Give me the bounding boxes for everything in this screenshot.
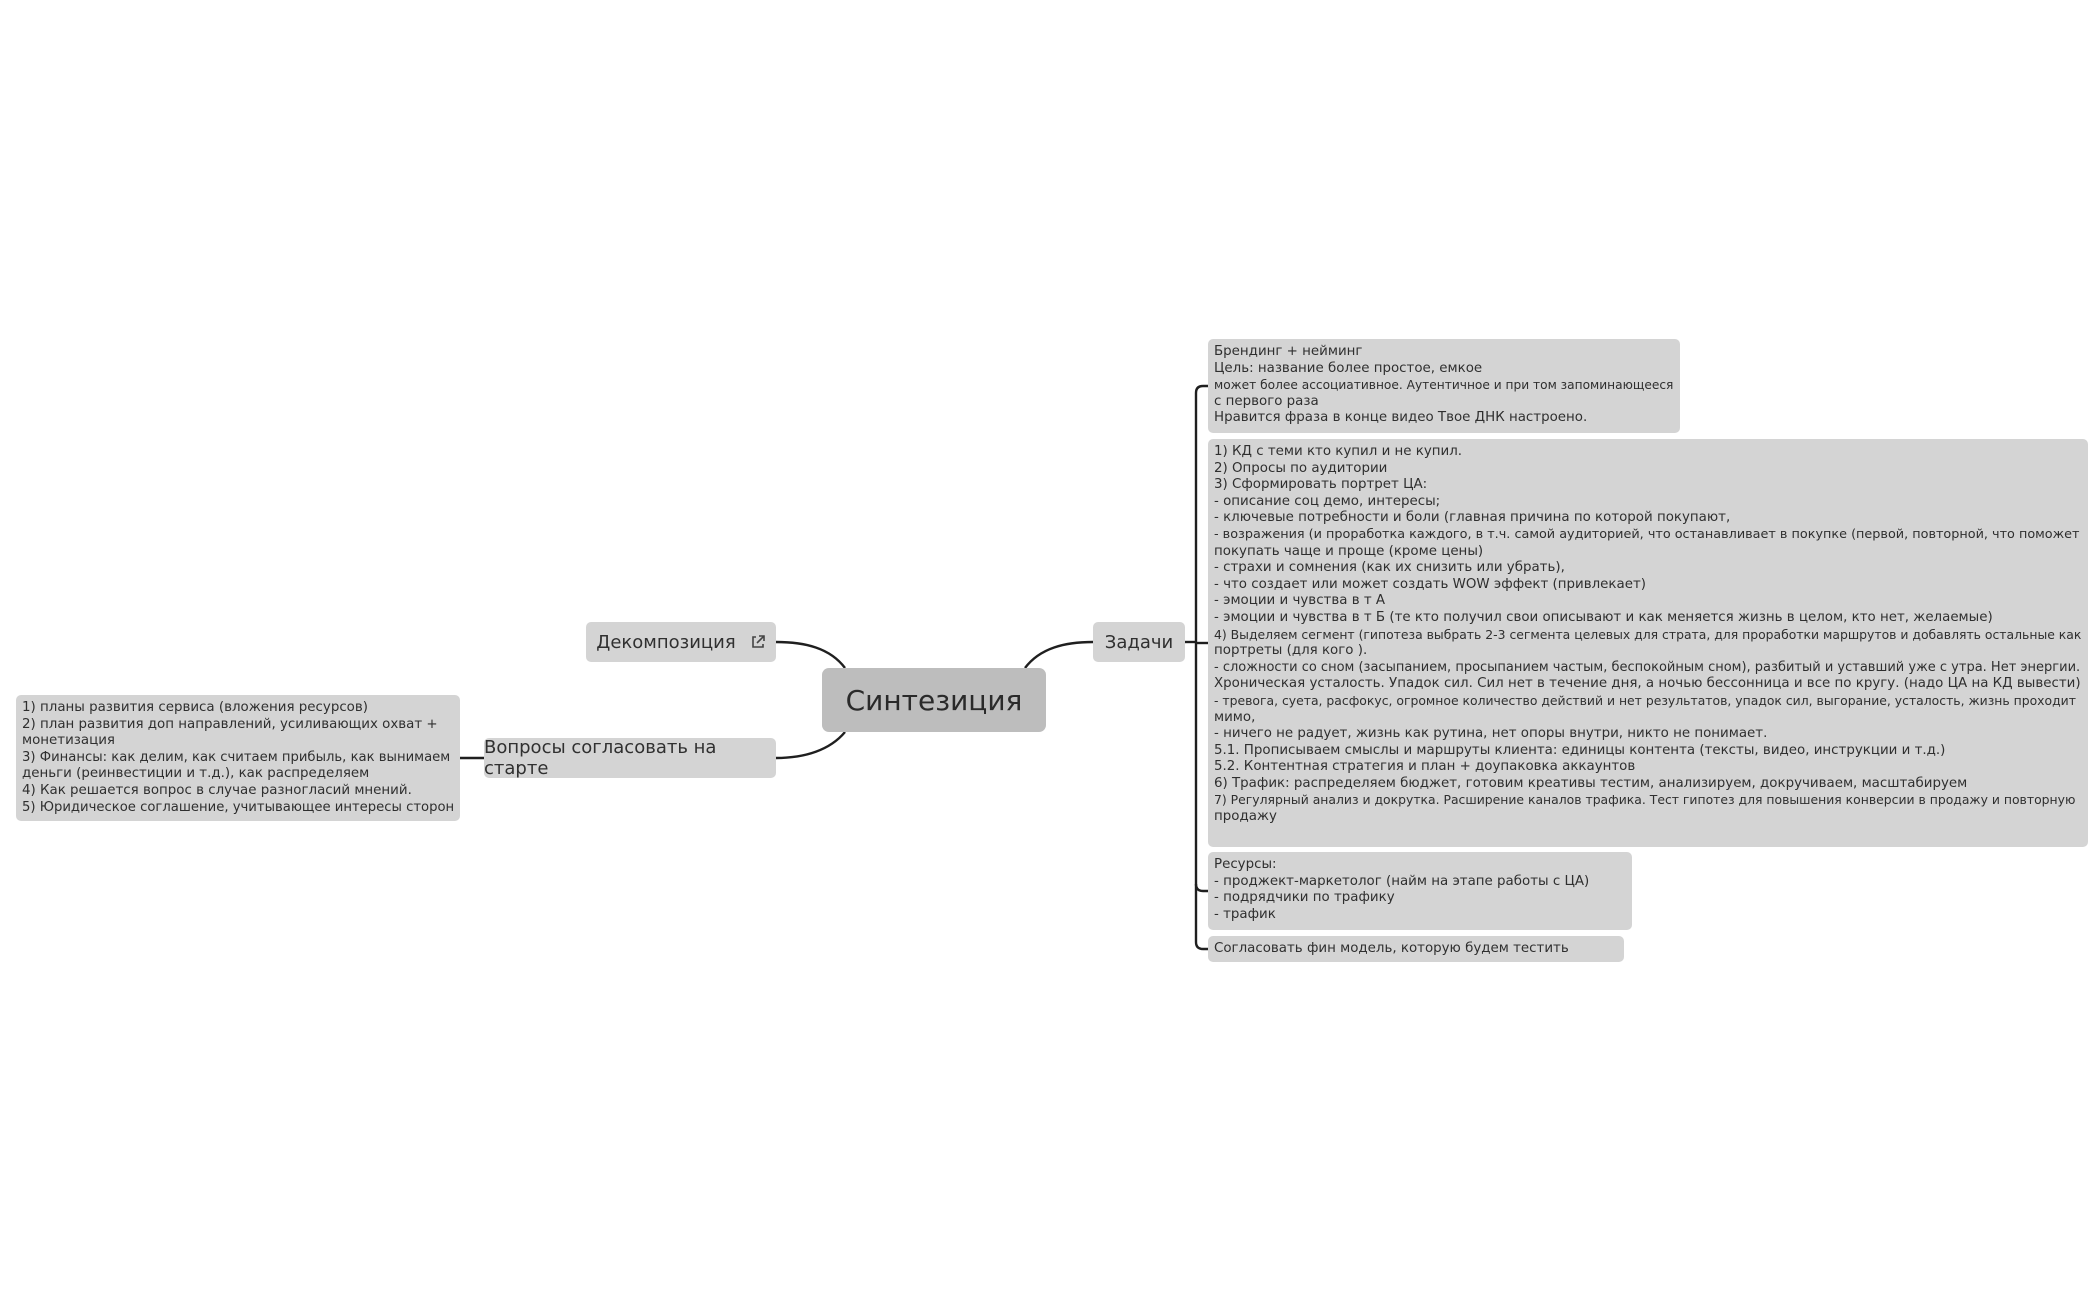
note-line: - что создает или может создать WOW эффект (привлекает) — [1214, 576, 1646, 592]
branch-decomposition[interactable] — [586, 622, 776, 662]
connector-questions — [776, 732, 845, 758]
note-line: 7) Регулярный анализ и докрутка. Расширение каналов трафика. Тест гипотез для повышения конверсии в продажу и повторную — [1214, 792, 2076, 808]
note-line: - эмоции и чувства в т Б (те кто получил свои описывают и как меняется жизнь в целом, кто нет, желаемые) — [1214, 609, 1993, 625]
external-link-icon[interactable] — [750, 634, 766, 650]
note-line: продажу — [1214, 809, 1277, 825]
note-line: 5.2. Контентная стратегия и план + доупаковка аккаунтов — [1214, 759, 1636, 775]
note-line: Нравится фраза в конце видео Твое ДНК настроено. — [1214, 410, 1588, 426]
note-line: - эмоции и чувства в т А — [1214, 593, 1386, 609]
note-line: 1) планы развития сервиса (вложения ресурсов) — [22, 700, 368, 715]
connector-tasks-bracket — [1196, 386, 1208, 949]
note-line: - возражения (и проработка каждого, в т.ч. самой аудиторией, что останавливает в покупке (первой, повторной, что поможет — [1214, 526, 2080, 542]
note-line: - ничего не радует, жизнь как рутина, нет опоры внутри, никто не понимает. — [1214, 726, 1768, 742]
note-line: - подрядчики по трафику — [1214, 890, 1395, 906]
connector-decomposition — [776, 642, 845, 668]
note-line: Цель: название более простое, емкое — [1214, 360, 1483, 376]
note-line: - тревога, суета, расфокус, огромное количество действий и нет результатов, упадок сил, выгорание, усталость, жизнь проходит — [1214, 692, 2076, 708]
note-line: покупать чаще и проще (кроме цены) — [1214, 543, 1484, 559]
branch-questions-label: Вопросы согласовать на старте — [484, 737, 717, 779]
note-line: - трафик — [1214, 906, 1276, 922]
note-line: монетизация — [22, 733, 115, 749]
note-line: - проджект-маркетолог (найм на этапе работы с ЦА) — [1214, 873, 1590, 889]
central-topic[interactable] — [822, 668, 1046, 732]
branding-note[interactable] — [1208, 339, 1680, 433]
note-line: портреты (для кого ). — [1214, 643, 1368, 659]
note-line: 5) Юридическое соглашение, учитывающее интересы сторон — [22, 799, 455, 815]
branch-questions[interactable] — [484, 738, 776, 778]
note-line: 4) Выделяем сегмент (гипотеза выбрать 2-3 сегмента целевых для страта, для проработки маршрутов и добавлять остальные как — [1214, 626, 2082, 642]
note-line: 4) Как решается вопрос в случае разногласий мнений. — [22, 782, 412, 798]
steps-note[interactable] — [1208, 439, 2088, 847]
note-line: 3) Финансы: как делим, как считаем прибыль, как вынимаем — [22, 749, 451, 765]
note-line: с первого раза — [1214, 393, 1319, 409]
note-line: - страхи и сомнения (как их снизить или убрать), — [1214, 560, 1565, 576]
branch-tasks[interactable] — [1093, 622, 1185, 662]
questions-note[interactable] — [16, 695, 460, 821]
note-line: Ресурсы: — [1214, 857, 1277, 872]
note-line: 2) Опросы по аудитории — [1214, 460, 1388, 476]
note-line: может более ассоциативное. Аутентичное и при том запоминающееся — [1214, 378, 1674, 393]
note-line: 5.1. Прописываем смыслы и маршруты клиента: единицы контента (тексты, видео, инструкции и т.д.) — [1214, 742, 1946, 758]
branch-tasks-label: Задачи — [1104, 631, 1174, 653]
note-line: - описание соц демо, интересы; — [1214, 493, 1441, 509]
note-line: Брендинг + нейминг — [1214, 344, 1363, 359]
note-line: - ключевые потребности и боли (главная причина по которой покупают, — [1214, 510, 1731, 526]
branch-decomposition-label: Декомпозиция — [596, 631, 736, 653]
note-line: Согласовать фин модель, которую будем тестить — [1214, 941, 1569, 956]
note-line: мимо, — [1214, 709, 1256, 725]
note-line: деньги (реинвестиции и т.д.), как распределяем — [22, 766, 370, 782]
note-line: 1) КД с теми кто купил и не купил. — [1214, 444, 1463, 459]
resources-note[interactable] — [1208, 852, 1632, 930]
central-topic-label: Синтезиция — [845, 683, 1023, 717]
note-line: 3) Сформировать портрет ЦА: — [1214, 477, 1428, 493]
note-line: Хроническая усталость. Упадок сил. Сил нет в течение дня, а ночью бессонница и все по кругу. (надо ЦА на КД вывести) — [1214, 676, 2081, 692]
note-line: 6) Трафик: распределяем бюджет, готовим креативы тестим, анализируем, докручиваем, масштабируем — [1214, 775, 1968, 791]
connector-tasks — [1025, 642, 1093, 668]
finmodel-note[interactable] — [1208, 936, 1624, 962]
note-line: - сложности со сном (засыпанием, просыпанием частым, беспокойным сном), разбитый и уставший уже с утра. Нет энергии. — [1214, 659, 2081, 675]
note-line: 2) план развития доп направлений, усиливающих охват + — [22, 716, 438, 732]
connector-tasks-resources — [1196, 884, 1208, 891]
